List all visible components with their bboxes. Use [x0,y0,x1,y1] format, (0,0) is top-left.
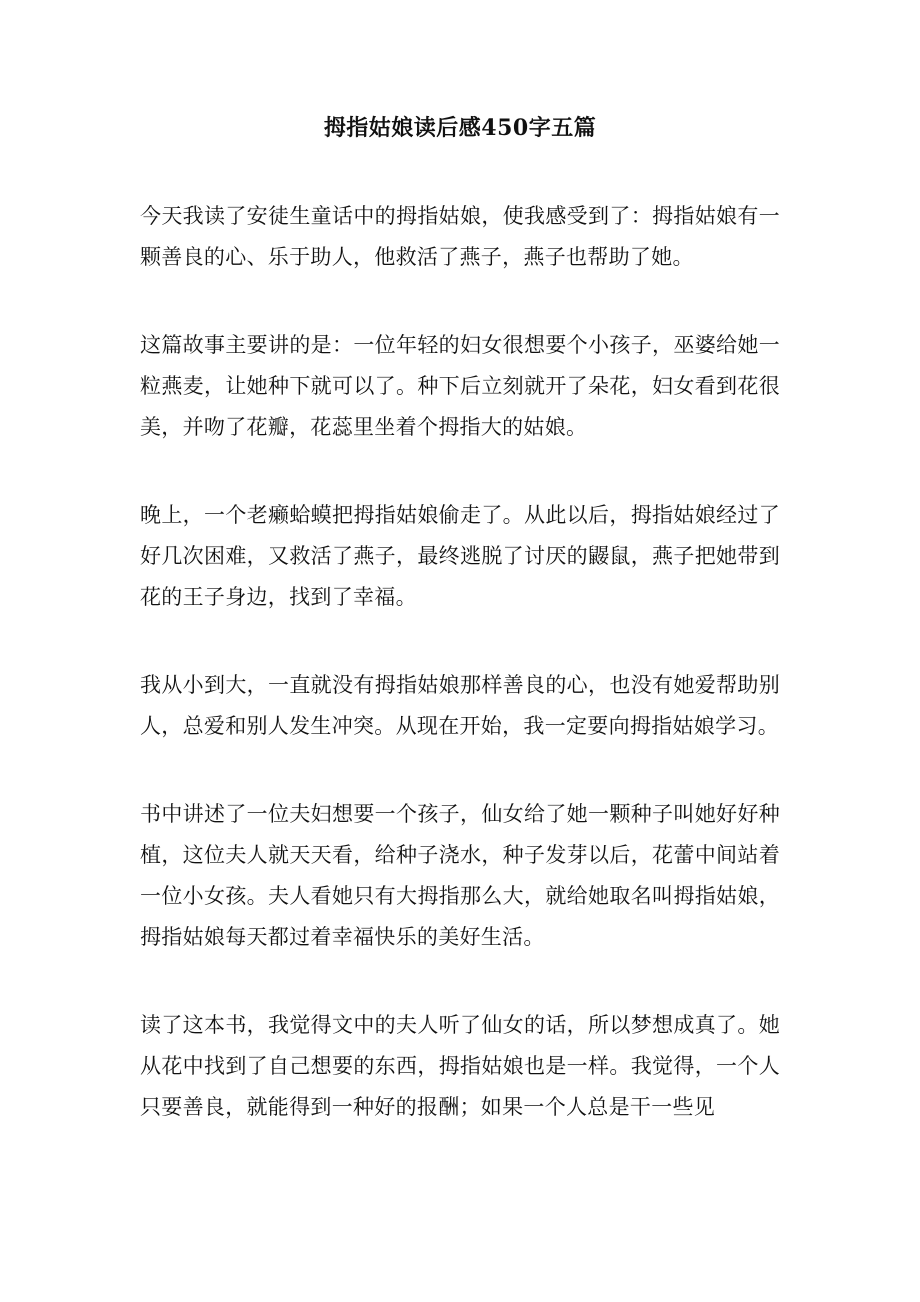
paragraph-4: 我从小到大，一直就没有拇指姑娘那样善良的心，也没有她爱帮助别人，总爱和别人发生冲突。从现在开始，我一定要向拇指姑娘学习。 [140,673,780,738]
paragraph-3: 晚上，一个老癞蛤蟆把拇指姑娘偷走了。从此以后，拇指姑娘经过了好几次困难，又救活了燕子，最终逃脱了讨厌的鼹鼠，燕子把她带到花的王子身边，找到了幸福。 [140,503,780,609]
paragraph-5: 书中讲述了一位夫妇想要一个孩子，仙女给了她一颗种子叫她好好种植，这位夫人就天天看，给种子浇水，种子发芽以后，花蕾中间站着一位小女孩。夫人看她只有大拇指那么大，就给她取名叫拇指姑娘，拇指姑娘每天都过着幸福快乐的美好生活。 [140,802,780,949]
page-title: 拇指姑娘读后感450字五篇 [323,115,597,141]
document-body [140,196,780,1175]
paragraph-6: 读了这本书，我觉得文中的夫人听了仙女的话，所以梦想成真了。她从花中找到了自己想要的东西，拇指姑娘也是一样。我觉得，一个人只要善良，就能得到一种好的报酬；如果一个人总是干一些见 [140,1013,780,1119]
paragraph-1: 今天我读了安徒生童话中的拇指姑娘，使我感受到了：拇指姑娘有一颗善良的心、乐于助人，他救活了燕子，燕子也帮助了她。 [140,204,780,269]
paragraph-2: 这篇故事主要讲的是：一位年轻的妇女很想要个小孩子，巫婆给她一粒燕麦，让她种下就可以了。种下后立刻就开了朵花，妇女看到花很美，并吻了花瓣，花蕊里坐着个拇指大的姑娘。 [140,333,780,439]
